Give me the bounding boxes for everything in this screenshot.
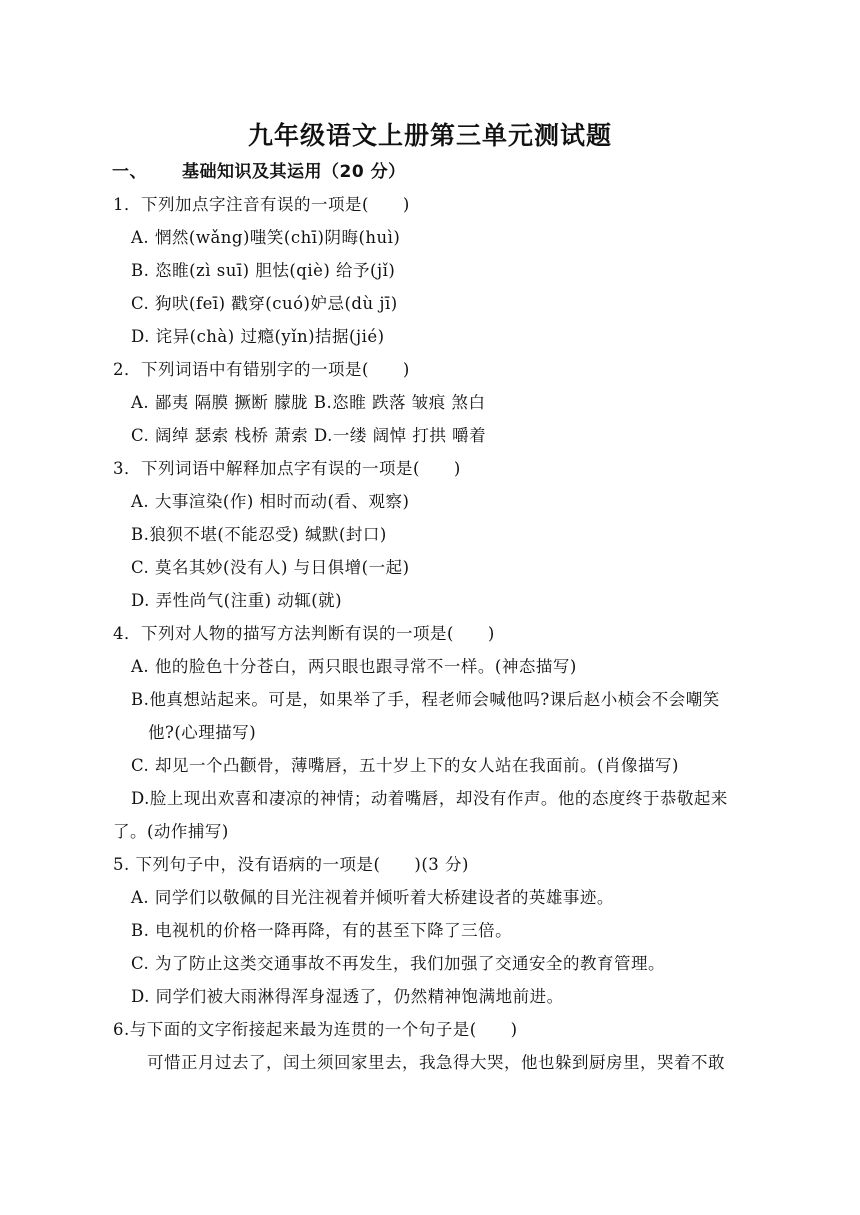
question-3-option-b: B.狼狈不堪(不能忍受) 缄默(封口) [131,525,387,544]
question-3-option-c: C. 莫名其妙(没有人) 与日俱增(一起) [131,558,410,577]
question-4-option-b-line-2: 他?(心理描写) [148,723,257,742]
question-4-option-b-line-1: B.他真想站起来。可是，如果举了手，程老师会喊他吗?课后赵小桢会不会嘲笑 [131,690,720,709]
question-5-option-a: A. 同学们以敬佩的目光注视着并倾听着大桥建设者的英雄事迹。 [131,888,614,907]
question-1-option-d: D. 诧异(chà) 过瘾(yǐn)拮据(jié) [131,327,385,346]
question-6-passage: 可惜正月过去了，闰土须回家里去，我急得大哭，他也躲到厨房里，哭着不敢 [147,1053,725,1072]
question-3-option-d: D. 弄性尚气(注重) 动辄(就) [131,591,343,610]
question-1-option-b: B. 恣睢(zì suī) 胆怯(qiè) 给予(jǐ) [131,261,396,280]
section-heading [112,161,406,183]
question-4-option-d-line-2: 了。(动作捕写) [113,822,229,841]
question-5-option-b: B. 电视机的价格一降再降，有的甚至下降了三倍。 [131,921,513,940]
question-6-stem: 6.与下面的文字衔接起来最为连贯的一个句子是( ) [113,1020,518,1039]
question-2-options-line-1: A. 鄙夷 隔膜 撅断 朦胧 B.恣睢 跌落 皱痕 煞白 [131,393,486,412]
section-title: 基础知识及其运用（20 分） [182,162,406,182]
question-1-stem: 1．下列加点字注音有误的一项是( ) [113,195,410,214]
question-2-stem: 2．下列词语中有错别字的一项是( ) [113,360,410,379]
question-1-option-c: C. 狗吠(feī) 戳穿(cuó)妒忌(dù jī) [131,294,398,313]
question-5-option-c: C. 为了防止这类交通事故不再发生，我们加强了交通安全的教育管理。 [131,954,666,973]
question-4-option-a: A. 他的脸色十分苍白，两只眼也跟寻常不一样。(神态描写) [131,657,577,676]
question-1-option-a: A. 惘然(wǎng)嗤笑(chī)阴晦(huì) [131,228,401,247]
section-number: 一、 [112,162,147,182]
question-4-stem: 4．下列对人物的描写方法判断有误的一项是( ) [113,624,495,643]
question-4-option-d-line-1: D.脸上现出欢喜和凄凉的神情；动着嘴唇，却没有作声。他的态度终于恭敬起来 [131,789,728,808]
page-title: 九年级语文上册第三单元测试题 [247,121,612,150]
question-2-options-line-2: C. 阔绰 瑟索 栈桥 萧索 D.一缕 阔悼 打拱 嚼着 [131,426,487,445]
question-5-stem: 5. 下列句子中，没有语病的一项是( )(3 分) [113,855,469,874]
question-3-stem: 3．下列词语中解释加点字有误的一项是( ) [113,459,461,478]
question-5-option-d: D. 同学们被大雨淋得浑身湿透了，仍然精神饱满地前进。 [131,987,564,1006]
question-4-option-c: C. 却见一个凸颧骨，薄嘴唇，五十岁上下的女人站在我面前。(肖像描写) [131,756,679,775]
question-3-option-a: A. 大事渲染(作) 相时而动(看、观察) [131,492,410,511]
